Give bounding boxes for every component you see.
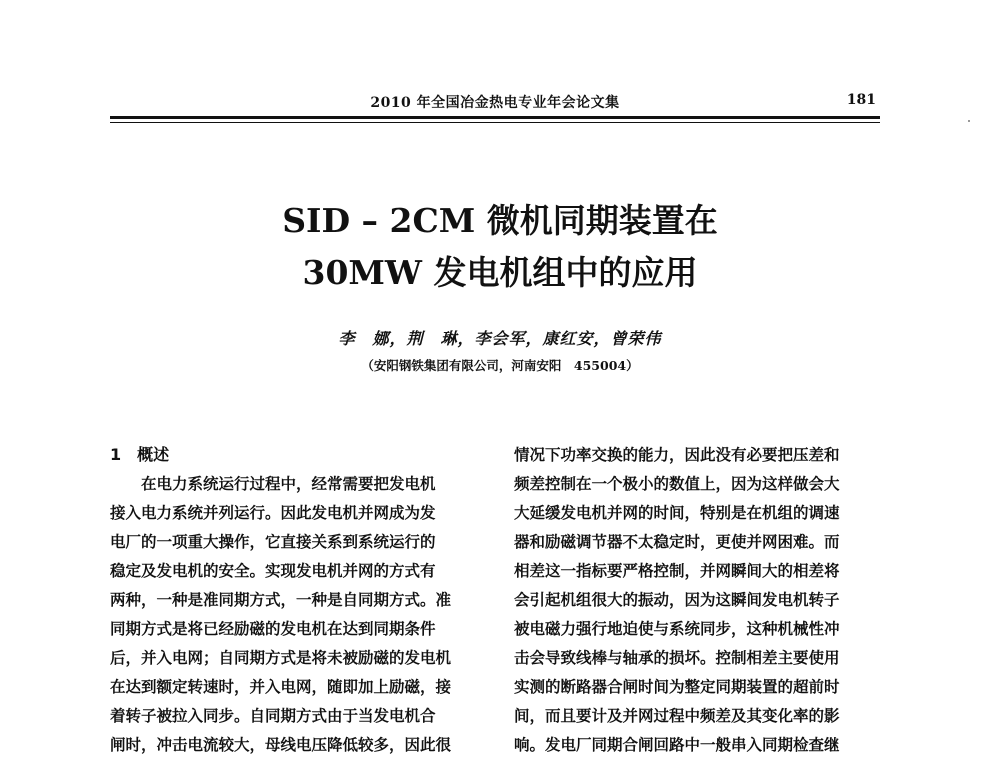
left-column bbox=[110, 440, 480, 759]
body-line: 相差这一指标要严格控制，并网瞬间大的相差将 bbox=[514, 561, 840, 580]
body-line: 击会导致线棒与轴承的损坏。控制相差主要使用 bbox=[514, 648, 840, 667]
body-line: 在达到额定转速时，并入电网，随即加上励磁，接 bbox=[110, 677, 452, 696]
body-line: 频差控制在一个极小的数值上，因为这样做会大 bbox=[514, 474, 840, 493]
body-line: 被电磁力强行地迫使与系统同步，这种机械性冲 bbox=[514, 619, 840, 638]
body-line: 间，而且要计及并网过程中频差及其变化率的影 bbox=[514, 706, 840, 725]
right-column bbox=[514, 440, 884, 759]
affiliation: （安阳钢铁集团有限公司，河南安阳 455004） bbox=[361, 358, 639, 373]
body-line: 在电力系统运行过程中，经常需要把发电机 bbox=[110, 474, 436, 493]
body-line: 接入电力系统并列运行。因此发电机并网成为发 bbox=[110, 503, 436, 522]
header-rule-thick bbox=[110, 116, 880, 119]
author-list: 李 娜，荆 琳，李会军，康红安，曾荣伟 bbox=[338, 329, 662, 348]
body-line: 电厂的一项重大操作，它直接关系到系统运行的 bbox=[110, 532, 436, 551]
article-title-line-1: SID – 2CM 微机同期装置在 bbox=[282, 201, 718, 240]
body-line: 器和励磁调节器不太稳定时，更使并网困难。而 bbox=[514, 532, 840, 551]
article-title-line-2: 30MW 发电机组中的应用 bbox=[302, 253, 698, 292]
body-line: 情况下功率交换的能力，因此没有必要把压差和 bbox=[514, 445, 840, 464]
running-title: 2010 年全国冶金热电专业年会论文集 bbox=[370, 95, 620, 111]
running-header bbox=[110, 92, 880, 114]
body-line: 稳定及发电机的安全。实现发电机并网的方式有 bbox=[110, 561, 436, 580]
body-line: 响。发电厂同期合闸回路中一般串入同期检查继 bbox=[514, 735, 840, 754]
header-rule-thin bbox=[110, 122, 880, 123]
body-line: 闸时，冲击电流较大，母线电压降低较多，因此很 bbox=[110, 735, 452, 754]
body-line: 实测的断路器合闸时间为整定同期装置的超前时 bbox=[514, 677, 840, 696]
body-line: 着转子被拉入同步。自同期方式由于当发电机合 bbox=[110, 706, 436, 725]
page-number: 181 bbox=[846, 92, 876, 108]
section-heading: 1 概述 bbox=[110, 445, 170, 464]
scan-speck bbox=[968, 120, 970, 122]
body-line: 同期方式是将已经励磁的发电机在达到同期条件 bbox=[110, 619, 436, 638]
body-line: 会引起机组很大的振动，因为这瞬间发电机转子 bbox=[514, 590, 840, 609]
body-line: 大延缓发电机并网的时间，特别是在机组的调速 bbox=[514, 503, 840, 522]
body-line: 后，并入电网；自同期方式是将未被励磁的发电机 bbox=[110, 648, 452, 667]
body-line: 两种，一种是准同期方式，一种是自同期方式。准 bbox=[110, 590, 452, 609]
